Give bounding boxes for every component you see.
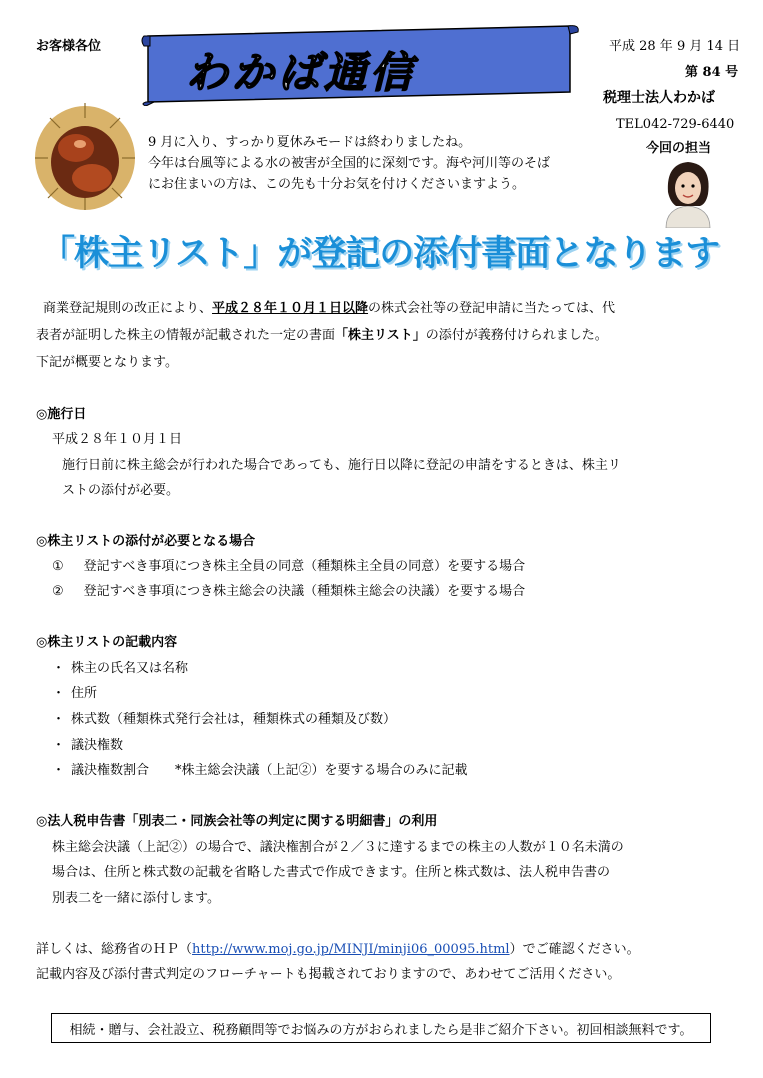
item-text: 登記すべき事項につき株主全員の同意（種類株主全員の同意）を要する場合	[83, 559, 526, 574]
details-text: ）でご確認ください。	[509, 942, 640, 957]
required-item	[52, 558, 525, 576]
bullet-icon: ・	[52, 661, 66, 676]
lead-line-3: 下記が概要となります。	[36, 355, 178, 370]
salutation: お客様各位	[36, 39, 102, 54]
section-heading-tax: ◎法人税申告書「別表二・同族会社等の判定に関する明細書」の利用	[36, 814, 438, 829]
lead-text: の株式会社等の登記申請に当たっては、代	[368, 301, 616, 316]
effective-note-1: 施行日前に株主総会が行われた場合であっても、施行日以降に登記の申請をするときは、株主リ	[62, 458, 621, 473]
staff-avatar	[656, 158, 720, 228]
company-tel: TEL042-729-6440	[616, 117, 735, 132]
issue-number: 第 84 号	[685, 65, 739, 80]
company-name: 税理士法人わかば	[603, 90, 715, 106]
lead-line-2	[36, 327, 608, 345]
footer-text: 相続・贈与、会社設立、税務顧問等でお悩みの方がおられましたら是非ご紹介下さい。初回相談無料です。	[69, 1023, 693, 1038]
contents-item	[52, 685, 97, 703]
headline: 「株主リスト」が登記の添付書面となります	[40, 234, 720, 274]
bullet-icon: ・	[52, 738, 66, 753]
bullet-icon: ・	[52, 686, 66, 701]
section-heading-effective: ◎施行日	[36, 407, 87, 422]
intro-line-3: にお住まいの方は、この先も十分お気を付けくださいますよう。	[148, 177, 526, 192]
contents-item-text: 住所	[71, 686, 98, 701]
chestnut-illustration	[30, 98, 140, 214]
contents-item-text: 株主の氏名又は名称	[71, 661, 189, 676]
intro-line-1: 9 月に入り、すっかり夏休みモードは終わりましたね。	[148, 135, 472, 150]
effective-note-2: ストの添付が必要。	[62, 483, 180, 498]
newsletter-title: わかば通信	[186, 48, 417, 97]
issue-date: 平成 28 年 9 月 14 日	[609, 39, 741, 54]
lead-line-1	[43, 300, 615, 318]
tax-line-3: 別表二を一緒に添付します。	[52, 891, 220, 906]
lead-text: 表者が証明した株主の情報が記載された一定の書面	[36, 328, 336, 343]
contents-item	[52, 711, 396, 729]
item-number: ①	[52, 559, 64, 574]
moj-link[interactable]: http://www.moj.go.jp/MINJI/minji06_00095.html	[192, 942, 510, 957]
lead-text: の添付が義務付けられました。	[425, 328, 608, 343]
item-text: 登記すべき事項につき株主総会の決議（種類株主総会の決議）を要する場合	[83, 584, 526, 599]
section-heading-contents: ◎株主リストの記載内容	[36, 635, 178, 650]
footer-box	[51, 1013, 711, 1043]
contents-item	[52, 737, 123, 755]
contents-item	[52, 762, 468, 780]
contents-item-text: 議決権数割合 *株主総会決議（上記②）を要する場合のみに記載	[71, 763, 468, 778]
tax-line-2: 場合は、住所と株式数の記載を省略した書式で作成できます。住所と株式数は、法人税申告書の	[52, 865, 610, 880]
details-line-2: 記載内容及び添付書式判定のフローチャートも掲載されておりますので、あわせてご活用ください。	[36, 967, 621, 982]
newsletter-banner	[140, 22, 582, 106]
effective-date: 平成２８年１０月１日	[52, 432, 183, 447]
bullet-icon: ・	[52, 763, 66, 778]
contents-item	[52, 660, 188, 678]
section-heading-required: ◎株主リストの添付が必要となる場合	[36, 534, 256, 549]
item-number: ②	[52, 584, 64, 599]
details-text: 詳しくは、総務省のＨＰ（	[36, 942, 193, 957]
contents-item-text: 議決権数	[71, 738, 124, 753]
intro-line-2: 今年は台風等による水の被害が全国的に深刻です。海や河川等のそば	[148, 156, 550, 171]
details-line-1	[36, 941, 640, 959]
contents-item-text: 株式数（種類株式発行会社は，種類株式の種類及び数）	[71, 712, 397, 727]
tax-line-1: 株主総会決議（上記②）の場合で、議決権割合が２／３に達するまでの株主の人数が１０名未満の	[52, 840, 624, 855]
staff-label: 今回の担当	[646, 141, 712, 156]
lead-effective-date: 平成２８年１０月１日以降	[212, 301, 369, 316]
lead-text: 商業登記規則の改正により、	[43, 301, 213, 316]
required-item	[52, 583, 525, 601]
bullet-icon: ・	[52, 712, 66, 727]
lead-shareholder-list: 「株主リスト」	[335, 328, 426, 343]
